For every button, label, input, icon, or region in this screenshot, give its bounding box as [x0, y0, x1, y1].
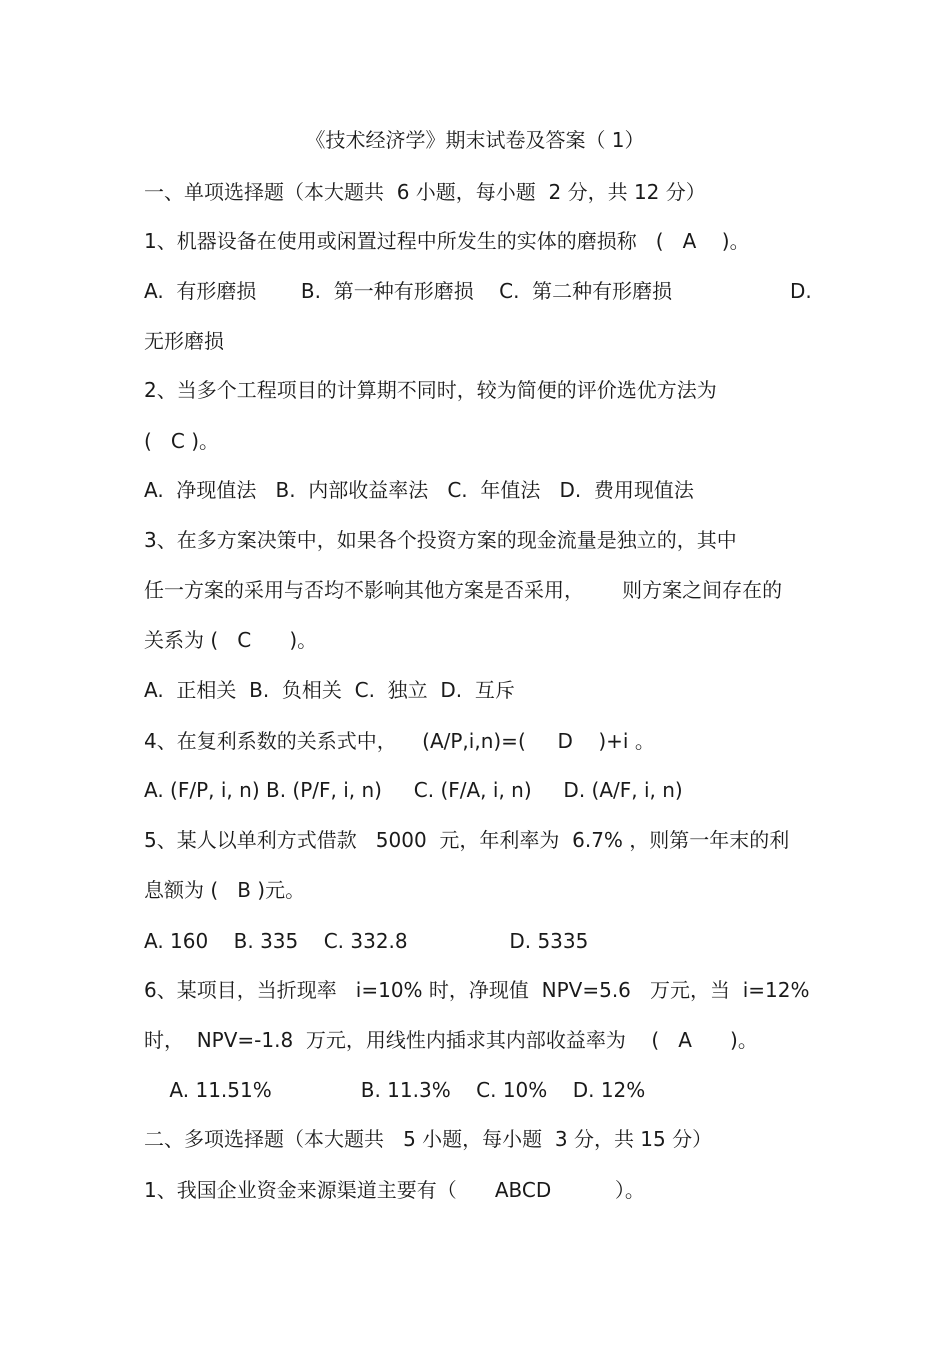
question-3-options: A. 正相关 B. 负相关 C. 独立 D. 互斥 [144, 678, 515, 702]
question-1-stem: 1、机器设备在使用或闲置过程中所发生的实体的磨损称 ( A )。 [144, 229, 750, 253]
question-3-stem-line-2: 任一方案的采用与否均不影响其他方案是否采用， 则方案之间存在的 [144, 578, 783, 602]
question-6-options: A. 11.51% B. 11.3% C. 10% D. 12% [144, 1078, 646, 1102]
question-5-options: A. 160 B. 335 C. 332.8 D. 5335 [144, 929, 589, 953]
question-4-stem: 4、在复利系数的关系式中， (A/P,i,n)=( D )+i 。 [144, 729, 655, 753]
question-2-options: A. 净现值法 B. 内部收益率法 C. 年值法 D. 费用现值法 [144, 478, 694, 502]
page-title: 《技术经济学》期末试卷及答案（ 1） [305, 128, 645, 152]
question-1-option-d-letter: D. [790, 279, 812, 303]
question-1-options: A. 有形磨损 B. 第一种有形磨损 C. 第二种有形磨损 [144, 279, 673, 303]
question-5-stem-line-2: 息额为 ( B )元。 [144, 878, 306, 902]
question-1-option-d-text: 无形磨损 [144, 329, 224, 353]
question-3-stem-line-1: 3、在多方案决策中，如果各个投资方案的现金流量是独立的，其中 [144, 528, 737, 552]
section-heading-single-choice: 一、单项选择题（本大题共 6 小题，每小题 2 分，共 12 分） [144, 180, 706, 204]
question-3-stem-line-3: 关系为 ( C )。 [144, 628, 318, 652]
question-5-stem-line-1: 5、某人以单利方式借款 5000 元，年利率为 6.7% ，则第一年末的利 [144, 828, 790, 852]
question-4-options: A. (F/P, i, n) B. (P/F, i, n) C. (F/A, i, n) D. (A/F, i, n) [144, 778, 683, 802]
question-2-stem-line-2: ( C )。 [144, 429, 219, 453]
question-2-stem-line-1: 2、当多个工程项目的计算期不同时，较为简便的评价选优方法为 [144, 378, 717, 402]
section-heading-multiple-choice: 二、多项选择题（本大题共 5 小题，每小题 3 分，共 15 分） [144, 1127, 713, 1151]
multi-question-1-stem: 1、我国企业资金来源渠道主要有（ ABCD ）。 [144, 1178, 645, 1202]
question-6-stem-line-1: 6、某项目，当折现率 i=10% 时，净现值 NPV=5.6 万元，当 i=12% [144, 978, 810, 1002]
question-6-stem-line-2: 时， NPV=-1.8 万元，用线性内插求其内部收益率为 ( A )。 [144, 1028, 758, 1052]
